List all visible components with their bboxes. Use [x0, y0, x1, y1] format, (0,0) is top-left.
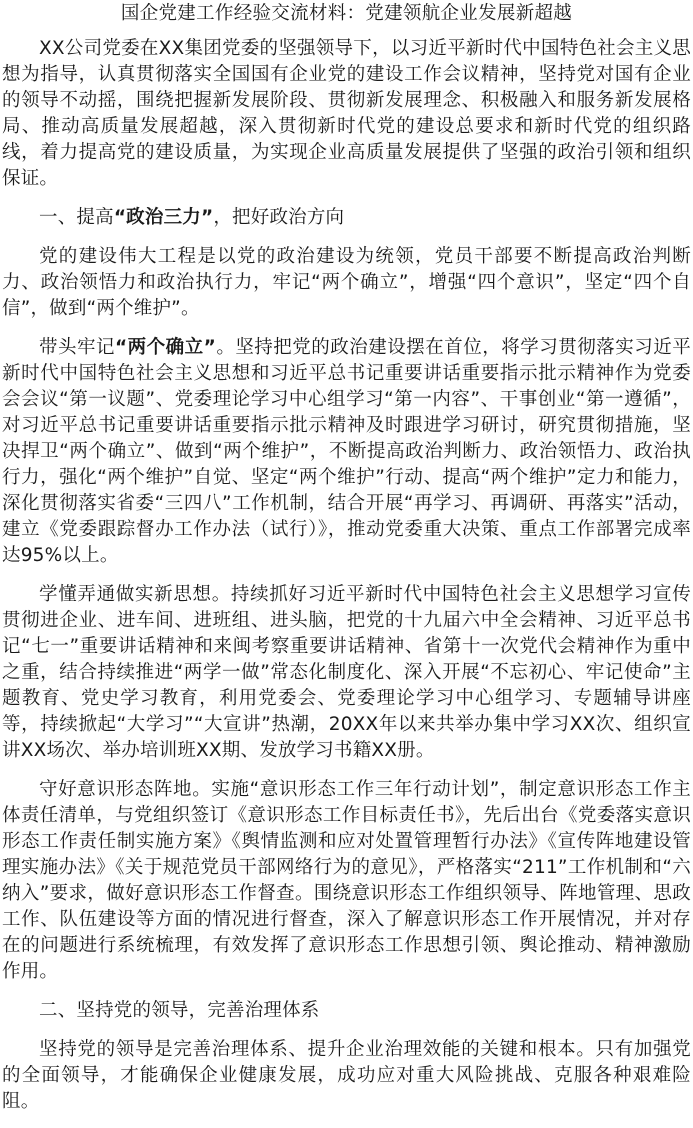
document-title: 国企党建工作经验交流材料：党建领航企业发展新超越	[120, 3, 573, 24]
paragraph-2-lead-suffix: 。	[216, 337, 236, 358]
intro-paragraph: XX公司党委在XX集团党委的坚强领导下，以习近平新时代中国特色社会主义思想为指导，认真贯彻落实全国国有企业党的建设工作会议精神，坚持党对国有企业的领导不动摇，围绕把握新发展阶段、贯彻新发展理念、积极融入和服务新发展格局、推动高质量发展超越，深入贯彻新时代党的建设总要求和新时代党的组织路线，着力提高党的建设质量，为实现企业高质量发展提供了坚强的政治引领和组织保证。	[2, 38, 691, 189]
section-1-heading-quote: “政治三力”	[113, 207, 214, 228]
paragraph-3-body: 持续抓好习近平新时代中国特色社会主义思想学习宣传贯彻进企业、进车间、进班组、进头脑，把党的十九届六中全会精神、习近平总书记“七一”重要讲话精神和来闽考察重要讲话精神、省第十一次党代会精神作为重中之重，结合持续推进“两学一做”常态化制度化、深入开展“不忘初心、牢记使命”主题教育、党史学习教育，利用党委会、党委理论学习中心组学习、专题辅导讲座等，持续掀起“大学习”“大宣讲”热潮，20XX年以来共举办集中学习XX次、组织宣讲XX场次、举办培训班XX期、发放学习书籍XX册。	[2, 584, 691, 761]
section-1-paragraph-1: 党的建设伟大工程是以党的政治建设为统领，党员干部要不断提高政治判断力、政治领悟力和政治执行力，牢记“两个确立”，增强“四个意识”，坚定“四个自信”，做到“两个维护”。	[2, 246, 691, 319]
section-2-heading: 二、坚持党的领导，完善治理体系	[39, 1000, 320, 1021]
section-1-heading-suffix: ，把好政治方向	[213, 207, 345, 228]
section-1-paragraph-2	[2, 335, 691, 569]
paragraph-4-lead: 守好意识形态阵地。	[39, 779, 212, 800]
section-1-paragraph-4	[2, 777, 691, 985]
paragraph-2-lead-quote: “两个确立”	[115, 337, 217, 358]
section-1-heading-prefix: 一、提高	[39, 207, 114, 228]
section-1-paragraph-3	[2, 582, 691, 764]
section-2-paragraph-1: 坚持党的领导是完善治理体系、提升企业治理效能的关键和根本。只有加强党的全面领导，才能确保企业健康发展，成功应对重大风险挑战、克服各种艰难险阻。	[2, 1039, 691, 1112]
paragraph-4-body: 实施“意识形态工作三年行动计划”，制定意识形态工作主体责任清单，与党组织签订《意识形态工作目标责任书》，先后出台《党委落实意识形态工作责任制实施方案》《舆情监测和应对处置管理暂行办法》《宣传阵地建设管理实施办法》《关于规范党员干部网络行为的意见》，严格落实“211”工作机制和“六纳入”要求，做好意识形态工作督查。围绕意识形态工作组织领导、阵地管理、思政工作、队伍建设等方面的情况进行督查，深入了解意识形态工作开展情况，并对存在的问题进行系统梳理，有效发挥了意识形态工作思想引领、舆论推动、精神激励作用。	[2, 779, 691, 982]
section-1-heading	[2, 205, 691, 231]
paragraph-3-lead: 学懂弄通做实新思想。	[39, 584, 231, 605]
paragraph-2-body: 坚持把党的政治建设摆在首位，将学习贯彻落实习近平新时代中国特色社会主义思想和习近平总书记重要讲话重要指示批示精神作为党委会会议“第一议题”、党委理论学习中心组学习“第一内容”、干事创业“第一遵循”，对习近平总书记重要讲话重要指示批示精神及时跟进学习研讨，研究贯彻措施，坚决捍卫“两个确立”、做到“两个维护”，不断提高政治判断力、政治领悟力、政治执行力，强化“两个维护”自觉、坚定“两个维护”行动、提高“两个维护”定力和能力，深化贯彻落实省委“三四八”工作机制，结合开展“再学习、再调研、再落实”活动，建立《党委跟踪督办工作办法（试行）》，推动党委重大决策、重点工作部署完成率达95%以上。	[2, 337, 691, 566]
paragraph-2-lead-prefix: 带头牢记	[39, 337, 115, 358]
